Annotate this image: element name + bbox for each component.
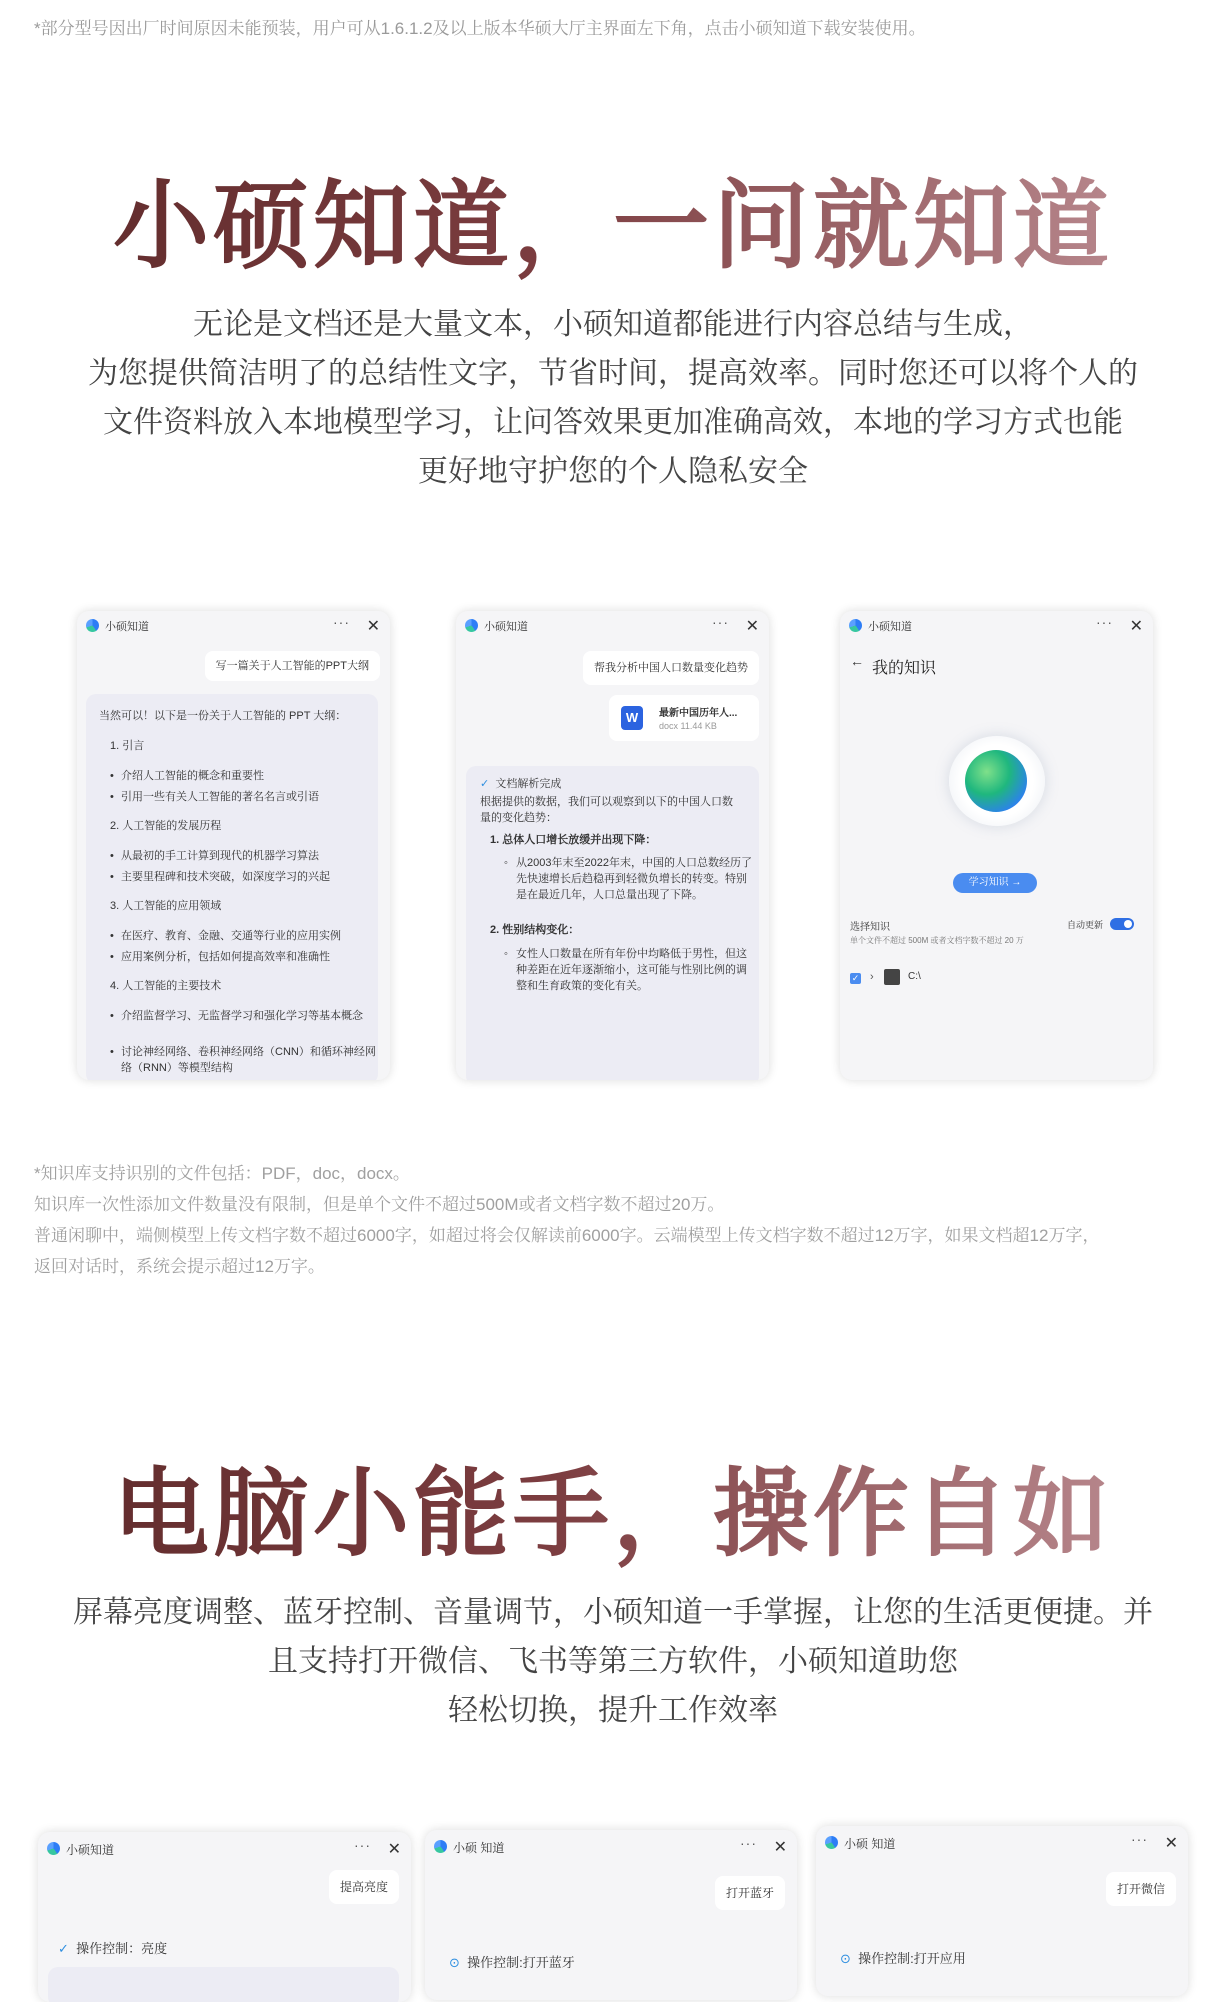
page-title: 我的知识 <box>872 660 937 677</box>
select-knowledge-label: 选择知识 <box>850 922 890 933</box>
title-bar <box>425 1830 797 1862</box>
app-logo-icon <box>47 1842 60 1855</box>
outline-heading: 4. 人工智能的主要技术 <box>110 980 222 992</box>
file-attachment[interactable] <box>609 695 759 741</box>
more-icon[interactable]: ··· <box>333 614 350 630</box>
check-icon: ✓ <box>480 778 490 790</box>
section2-description <box>60 1588 1166 1735</box>
outline-heading: 2. 人工智能的发展历程 <box>110 820 222 832</box>
app-window-ppt <box>77 611 390 1080</box>
desc-line: 轻松切换，提升工作效率 <box>448 1694 778 1727</box>
title-bar <box>77 611 390 643</box>
reply-intro: 当然可以！以下是一份关于人工智能的 PPT 大纲： <box>99 710 347 722</box>
close-icon[interactable]: ✕ <box>745 618 759 635</box>
orb-icon <box>965 750 1027 812</box>
user-message: 提高亮度 <box>329 1870 399 1904</box>
parse-status <box>480 776 561 792</box>
close-icon[interactable]: ✕ <box>366 618 380 635</box>
status-text: 操作控制:打开蓝牙 <box>467 1955 575 1970</box>
app-logo-icon <box>434 1840 447 1853</box>
drive-icon <box>884 969 900 985</box>
operation-status <box>58 1938 167 1957</box>
app-logo-icon <box>825 1836 838 1849</box>
top-footnote: *部分型号因出厂时间原因未能预装，用户可从1.6.1.2及以上版本华硕大厅主界面左下角，点击小硕知道下载安装使用。 <box>34 19 926 38</box>
section1-title: 小硕知道，一问就知道 <box>0 150 1226 287</box>
user-message: 帮我分析中国人口数量变化趋势 <box>583 651 759 685</box>
info-icon: ⊙ <box>840 1951 851 1966</box>
learn-button-label: 学习知识 <box>968 877 1009 888</box>
expand-chevron-icon[interactable]: › <box>870 971 874 983</box>
outline-bullet: • 讨论神经网络、卷积神经网络（CNN）和循环神经网络（RNN）等模型结构 <box>110 1044 376 1076</box>
note-line: 返回对话时，系统会提示超过12万字。 <box>34 1257 325 1276</box>
section2-title: 电脑小能手，操作自如 <box>0 1438 1226 1575</box>
auto-update-label: 自动更新 <box>1067 920 1104 930</box>
outline-bullet: • 介绍监督学习、无监督学习和强化学习等基本概念 <box>110 1008 376 1024</box>
app-logo-icon <box>465 619 478 632</box>
more-icon[interactable]: ··· <box>354 1837 371 1853</box>
note-line: 普通闲聊中，端侧模型上传文档字数不超过6000字，如超过将会仅解读前6000字。云端模型上传文档字数不超过12万字，如果文档超12万字， <box>34 1226 1100 1245</box>
outline-bullet: • 从最初的手工计算到现代的机器学习算法 <box>110 848 381 864</box>
outline-bullet: • 主要里程碑和技术突破，如深度学习的兴起 <box>110 869 381 885</box>
operation-status <box>840 1948 966 1967</box>
outline-heading: 1. 引言 <box>110 740 145 752</box>
knowledge-orb <box>949 736 1045 826</box>
status-text: 操作控制：亮度 <box>76 1941 168 1956</box>
trend-detail: ◦ 女性人口数量在所有年份中均略低于男性，但这种差距在近年逐渐缩小，这可能与性别比例的调整和生育政策的变化有关。 <box>504 946 752 994</box>
title-bar <box>456 611 769 643</box>
section1-description <box>60 300 1166 496</box>
title-bar <box>816 1826 1188 1858</box>
desc-line: 为您提供简洁明了的总结性文字，节省时间，提高效率。同时您还可以将个人的 <box>88 357 1138 390</box>
user-message: 打开微信 <box>1106 1872 1176 1906</box>
more-icon[interactable]: ··· <box>1131 1831 1148 1847</box>
app-window-knowledge <box>840 611 1153 1080</box>
assistant-reply <box>86 694 378 1080</box>
desc-line: 更好地守护您的个人隐私安全 <box>418 455 808 488</box>
check-icon: ✓ <box>58 1941 69 1956</box>
close-icon[interactable]: ✕ <box>1129 618 1143 635</box>
note-line: *知识库支持识别的文件包括：PDF，doc，docx。 <box>34 1164 410 1183</box>
app-title: 小硕知道 <box>105 621 149 633</box>
app-title: 小硕知道 <box>66 1843 115 1857</box>
outline-bullet: • 在医疗、教育、金融、交通等行业的应用实例 <box>110 928 381 944</box>
arrow-right-icon: → <box>1011 877 1022 888</box>
app-title: 小硕 知道 <box>844 1837 896 1851</box>
app-window-brightness <box>38 1832 411 2002</box>
app-logo-icon <box>849 619 862 632</box>
close-icon[interactable]: ✕ <box>773 1839 787 1856</box>
back-icon[interactable]: ← <box>850 653 864 669</box>
app-window-doc-analysis <box>456 611 769 1080</box>
desc-line: 屏幕亮度调整、蓝牙控制、音量调节，小硕知道一手掌握，让您的生活更便捷。并 <box>73 1596 1153 1629</box>
trend-heading: 1. 总体人口增长放缓并出现下降： <box>490 834 657 846</box>
app-window-wechat <box>816 1826 1188 1996</box>
assistant-reply <box>48 1967 399 2002</box>
more-icon[interactable]: ··· <box>1096 614 1113 630</box>
file-meta: docx 11.44 KB <box>659 721 717 731</box>
desc-line: 且支持打开微信、飞书等第三方软件，小硕知道助您 <box>268 1645 958 1678</box>
auto-update-toggle[interactable] <box>1110 918 1134 930</box>
limit-note: 单个文件不超过 500M 或者文档字数不超过 20 万 <box>850 936 1024 945</box>
drive-checkbox[interactable]: ✓ <box>851 973 860 983</box>
trend-detail: ◦ 从2003年末至2022年末，中国的人口总数经历了先快速增长后趋稳再到轻微负增长的转变。特别是在最近几年，人口总量出现了下降。 <box>504 855 752 903</box>
status-text: 文档解析完成 <box>495 778 562 790</box>
app-title: 小硕知道 <box>868 621 912 633</box>
trend-heading: 2. 性别结构变化： <box>490 924 580 936</box>
close-icon[interactable]: ✕ <box>387 1841 401 1858</box>
learn-knowledge-button[interactable] <box>953 873 1037 893</box>
word-file-icon: W <box>621 706 643 730</box>
outline-heading: 3. 人工智能的应用领域 <box>110 900 222 912</box>
info-icon: ⊙ <box>449 1955 460 1970</box>
outline-bullet: • 介绍人工智能的概念和重要性 <box>110 768 381 784</box>
more-icon[interactable]: ··· <box>712 614 729 630</box>
more-icon[interactable]: ··· <box>740 1835 757 1851</box>
title-bar <box>840 611 1153 643</box>
outline-bullet: • 引用一些有关人工智能的著名名言或引语 <box>110 789 381 805</box>
user-message: 写一篇关于人工智能的PPT大纲 <box>205 651 380 681</box>
drive-label: C:\ <box>908 971 921 982</box>
status-text: 操作控制:打开应用 <box>858 1951 966 1966</box>
assistant-reply <box>466 766 759 1080</box>
title-bar <box>38 1832 411 1864</box>
file-name: 最新中国历年人... <box>659 708 738 719</box>
close-icon[interactable]: ✕ <box>1164 1835 1178 1852</box>
app-logo-icon <box>86 619 99 632</box>
knowledge-notes <box>34 1158 1194 1282</box>
reply-intro: 根据提供的数据，我们可以观察到以下的中国人口数量的变化趋势： <box>480 796 733 824</box>
app-title: 小硕知道 <box>484 621 528 633</box>
user-message: 打开蓝牙 <box>715 1876 785 1910</box>
outline-bullet: • 应用案例分析，包括如何提高效率和准确性 <box>110 949 381 965</box>
desc-line: 文件资料放入本地模型学习，让问答效果更加准确高效，本地的学习方式也能 <box>103 406 1123 439</box>
operation-status <box>449 1952 575 1971</box>
note-line: 知识库一次性添加文件数量没有限制，但是单个文件不超过500M或者文档字数不超过20万。 <box>34 1195 725 1214</box>
app-title: 小硕 知道 <box>453 1841 505 1855</box>
desc-line: 无论是文档还是大量文本，小硕知道都能进行内容总结与生成， <box>193 308 1033 341</box>
